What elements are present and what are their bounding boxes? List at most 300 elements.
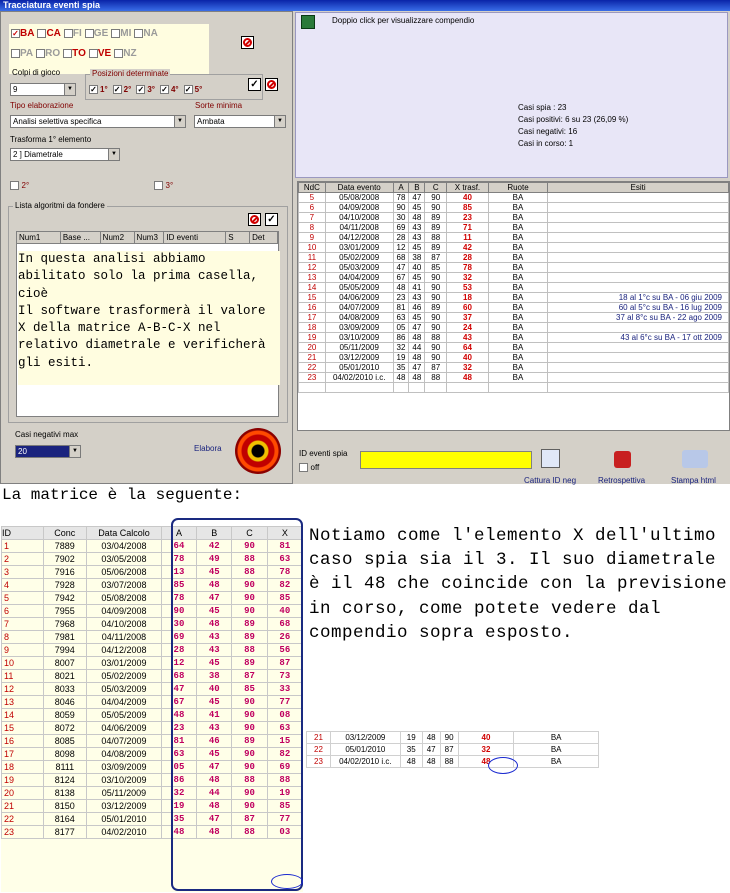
table-cell: 47 bbox=[393, 263, 409, 273]
table-cell: 90 bbox=[232, 748, 267, 761]
table-cell: BA bbox=[514, 732, 599, 744]
posizione-label: 2° bbox=[123, 85, 132, 94]
results-column-header[interactable]: Data evento bbox=[325, 183, 393, 193]
ruota-checkbox[interactable] bbox=[89, 49, 98, 58]
table-row[interactable] bbox=[299, 343, 729, 353]
table-cell: 21 bbox=[2, 800, 44, 813]
results-column-header[interactable]: NdC bbox=[299, 183, 326, 193]
table-cell: 8 bbox=[2, 631, 44, 644]
table-row[interactable] bbox=[299, 333, 729, 343]
table-row[interactable] bbox=[299, 313, 729, 323]
table-cell: 90 bbox=[393, 203, 409, 213]
stampa-button[interactable]: Stampa html bbox=[671, 476, 716, 485]
table-cell: 43 bbox=[197, 631, 232, 644]
table-cell: BA bbox=[488, 243, 547, 253]
table-cell: 32 bbox=[161, 787, 196, 800]
trasforma-value: 2 ] Diametrale bbox=[13, 150, 63, 159]
table-cell: 40 bbox=[197, 683, 232, 696]
table-cell: 90 bbox=[440, 732, 458, 744]
table-cell: 04/04/2009 bbox=[87, 696, 162, 709]
table-cell: 32 bbox=[447, 363, 489, 373]
table-cell: 04/10/2008 bbox=[87, 618, 162, 631]
lista-column-header[interactable]: ID eventi bbox=[164, 232, 226, 243]
table-cell: 90 bbox=[425, 203, 447, 213]
table-cell: 23 bbox=[307, 756, 331, 768]
edit-icon[interactable] bbox=[541, 449, 560, 468]
table-cell: 18 bbox=[447, 293, 489, 303]
ruota-checkbox[interactable] bbox=[111, 29, 120, 38]
table-cell: 8111 bbox=[43, 761, 87, 774]
colpi-value: 9 bbox=[13, 85, 18, 94]
posizioni-group bbox=[85, 69, 263, 100]
ruota-checkbox[interactable] bbox=[114, 49, 123, 58]
lista-header bbox=[17, 232, 278, 244]
table-cell: 56 bbox=[267, 644, 302, 657]
table-cell: 87 bbox=[232, 813, 267, 826]
table-row bbox=[299, 383, 729, 393]
table-cell: 8007 bbox=[43, 657, 87, 670]
table-cell: 04/07/2009 bbox=[87, 735, 162, 748]
matrix-column-header: A bbox=[161, 527, 196, 540]
table-cell bbox=[548, 223, 729, 233]
table-cell: 45 bbox=[197, 748, 232, 761]
table-cell: 81 bbox=[161, 735, 196, 748]
table-cell: 82 bbox=[267, 579, 302, 592]
confirm-list-button[interactable]: ✓ bbox=[265, 213, 278, 226]
ruota-checkbox[interactable] bbox=[64, 29, 73, 38]
table-cell bbox=[548, 343, 729, 353]
table-cell: 53 bbox=[447, 283, 489, 293]
table-cell: 48 bbox=[409, 333, 425, 343]
table-cell: BA bbox=[488, 303, 547, 313]
table-cell: BA bbox=[488, 193, 547, 203]
chevron-down-icon: ▼ bbox=[69, 446, 80, 457]
chevron-down-icon: ▼ bbox=[274, 116, 285, 127]
ruota-checkbox[interactable] bbox=[11, 49, 20, 58]
table-cell: 7889 bbox=[43, 540, 87, 553]
table-cell: 15 bbox=[2, 722, 44, 735]
option-2[interactable] bbox=[10, 180, 29, 190]
results-column-header[interactable]: C bbox=[425, 183, 447, 193]
table-cell: 60 bbox=[447, 303, 489, 313]
table-cell: 23 bbox=[299, 373, 326, 383]
table-row[interactable] bbox=[299, 293, 729, 303]
table-row[interactable] bbox=[299, 253, 729, 263]
sorte-label: Sorte minima bbox=[195, 101, 243, 110]
table-cell: 45 bbox=[197, 657, 232, 670]
table-row[interactable] bbox=[299, 203, 729, 213]
printer-icon[interactable] bbox=[682, 450, 708, 468]
checkbox[interactable] bbox=[10, 181, 19, 190]
table-cell: 48 bbox=[197, 800, 232, 813]
posizione-checkbox[interactable]: ✓ bbox=[184, 85, 192, 95]
table-cell: 9 bbox=[299, 233, 326, 243]
table-cell: 05/06/2008 bbox=[87, 566, 162, 579]
off-label: off bbox=[310, 463, 320, 472]
table-cell: BA bbox=[488, 233, 547, 243]
table-cell: 48 bbox=[197, 774, 232, 787]
table-cell: 78 bbox=[393, 193, 409, 203]
table-cell: 89 bbox=[232, 618, 267, 631]
table-cell bbox=[548, 273, 729, 283]
table-cell: 17 bbox=[299, 313, 326, 323]
table-cell: 69 bbox=[267, 761, 302, 774]
table-cell: 04/02/2010 i.c. bbox=[330, 756, 400, 768]
table-cell: 5 bbox=[299, 193, 326, 203]
table-cell: 7 bbox=[2, 618, 44, 631]
id-eventi-input[interactable] bbox=[360, 451, 532, 469]
posizione-checkbox[interactable]: ✓ bbox=[113, 85, 121, 95]
table-row[interactable] bbox=[299, 233, 729, 243]
table-row[interactable] bbox=[299, 323, 729, 333]
option-3[interactable] bbox=[154, 180, 173, 190]
table-cell: 3 bbox=[2, 566, 44, 579]
table-cell bbox=[548, 283, 729, 293]
table-cell: 8046 bbox=[43, 696, 87, 709]
table-row[interactable] bbox=[299, 303, 729, 313]
table-cell: 05/03/2009 bbox=[325, 263, 393, 273]
table-cell: 43 bbox=[447, 333, 489, 343]
table-cell: 87 bbox=[232, 670, 267, 683]
table-cell: 9 bbox=[2, 644, 44, 657]
lista-column-header[interactable]: Num3 bbox=[135, 232, 165, 243]
posizione-checkbox[interactable]: ✓ bbox=[137, 85, 145, 95]
option-2-label: 2° bbox=[21, 181, 30, 190]
table-cell: 44 bbox=[197, 787, 232, 800]
clear-ruote-icon[interactable] bbox=[241, 36, 254, 49]
table-cell: 90 bbox=[232, 540, 267, 553]
table-cell: 8072 bbox=[43, 722, 87, 735]
table-cell: 19 bbox=[400, 732, 422, 744]
matrix-column-header: Data Calcolo bbox=[87, 527, 162, 540]
table-cell: 12 bbox=[161, 657, 196, 670]
table-cell: 20 bbox=[2, 787, 44, 800]
table-cell: 23 bbox=[393, 293, 409, 303]
table-cell: 90 bbox=[232, 709, 267, 722]
table-cell: 7942 bbox=[43, 592, 87, 605]
table-cell: 03 bbox=[267, 826, 302, 839]
table-cell: 03/07/2008 bbox=[87, 579, 162, 592]
table-cell: 8150 bbox=[43, 800, 87, 813]
posizione-label: 3° bbox=[147, 85, 155, 94]
abcx-highlight bbox=[171, 518, 303, 891]
checkbox[interactable] bbox=[299, 463, 308, 472]
table-cell: 85 bbox=[267, 800, 302, 813]
table-cell: 23 bbox=[2, 826, 44, 839]
table-cell: 90 bbox=[232, 722, 267, 735]
lista-column-header[interactable]: Det bbox=[250, 232, 278, 243]
sorte-select[interactable] bbox=[194, 115, 286, 128]
table-cell: 6 bbox=[299, 203, 326, 213]
lista-column-header[interactable]: Num2 bbox=[101, 232, 135, 243]
table-cell: 8059 bbox=[43, 709, 87, 722]
table-cell: 63 bbox=[161, 748, 196, 761]
table-cell: 17 bbox=[2, 748, 44, 761]
table-cell: 7968 bbox=[43, 618, 87, 631]
table-cell: 88 bbox=[425, 333, 447, 343]
table-cell: BA bbox=[488, 273, 547, 283]
results-column-header[interactable]: A bbox=[393, 183, 409, 193]
table-cell: 48 bbox=[458, 756, 514, 768]
table-cell: 24 bbox=[447, 323, 489, 333]
table-cell: 85 bbox=[425, 263, 447, 273]
lista-column-header[interactable]: Num1 bbox=[17, 232, 61, 243]
table-cell: 14 bbox=[2, 709, 44, 722]
sorte-value: Ambata bbox=[197, 117, 225, 126]
table-cell: 38 bbox=[197, 670, 232, 683]
results-column-header[interactable]: B bbox=[409, 183, 425, 193]
ruota-checkbox[interactable] bbox=[63, 49, 72, 58]
tipo-label: Tipo elaborazione bbox=[10, 101, 74, 110]
ruota-checkbox[interactable] bbox=[85, 29, 94, 38]
matrix-column-header: X bbox=[267, 527, 302, 540]
table-cell: 88 bbox=[425, 233, 447, 243]
table-cell: 41 bbox=[409, 283, 425, 293]
table-cell: 04/10/2008 bbox=[325, 213, 393, 223]
trasforma-select[interactable] bbox=[10, 148, 120, 161]
table-cell: 88 bbox=[425, 373, 447, 383]
table-cell: 88 bbox=[232, 644, 267, 657]
table-cell: 47 bbox=[197, 813, 232, 826]
table-cell: 03/09/2009 bbox=[87, 761, 162, 774]
table-cell: 78 bbox=[161, 592, 196, 605]
table-cell: 90 bbox=[425, 313, 447, 323]
table-cell: 04/11/2008 bbox=[87, 631, 162, 644]
table-cell: 69 bbox=[161, 631, 196, 644]
table-row[interactable] bbox=[299, 373, 729, 383]
table-cell: 19 bbox=[267, 787, 302, 800]
table-row[interactable] bbox=[299, 193, 729, 203]
table-cell: 73 bbox=[267, 670, 302, 683]
table-row[interactable] bbox=[299, 273, 729, 283]
table-cell: 18 bbox=[2, 761, 44, 774]
casi-neg-label: Casi negativi max bbox=[15, 430, 79, 439]
table-cell: 67 bbox=[393, 273, 409, 283]
compendio-icon[interactable] bbox=[301, 15, 315, 29]
table-cell: 90 bbox=[425, 353, 447, 363]
table-row[interactable] bbox=[299, 213, 729, 223]
ruota-checkbox[interactable] bbox=[36, 49, 45, 58]
table-cell: 48 bbox=[393, 373, 409, 383]
table-cell: 23 bbox=[161, 722, 196, 735]
table-cell: 11 bbox=[447, 233, 489, 243]
settings-panel bbox=[0, 11, 293, 484]
table-cell: 04/11/2008 bbox=[325, 223, 393, 233]
ruota-checkbox[interactable]: ✓ bbox=[12, 29, 19, 39]
table-cell: 37 bbox=[447, 313, 489, 323]
table-cell: 05/03/2009 bbox=[87, 683, 162, 696]
excerpt-table bbox=[306, 731, 599, 769]
table-cell: 22 bbox=[299, 363, 326, 373]
table-cell: 8177 bbox=[43, 826, 87, 839]
table-cell: 42 bbox=[197, 540, 232, 553]
checkbox[interactable] bbox=[154, 181, 163, 190]
table-cell: 47 bbox=[197, 761, 232, 774]
explanation-note: In questa analisi abbiamo abilitato solo la prima casella, cioè Il software trasformerà il valore X della matrice A-B-C-X nel relativo diametrale e verificherà gli esiti. bbox=[18, 251, 280, 385]
table-cell: 05/01/2010 bbox=[87, 813, 162, 826]
table-cell: 48 bbox=[197, 826, 232, 839]
ruota-label: TO bbox=[72, 48, 86, 60]
table-cell: 43 bbox=[409, 293, 425, 303]
table-cell: 81 bbox=[393, 303, 409, 313]
table-cell: 8 bbox=[299, 223, 326, 233]
lista-column-header[interactable]: Base ... bbox=[61, 232, 101, 243]
table-cell: BA bbox=[488, 323, 547, 333]
table-cell: 32 bbox=[393, 343, 409, 353]
table-row bbox=[307, 732, 599, 744]
table-cell bbox=[548, 243, 729, 253]
table-cell: 47 bbox=[409, 363, 425, 373]
table-cell: 04/02/2010 i.c. bbox=[325, 373, 393, 383]
table-row[interactable] bbox=[299, 263, 729, 273]
table-cell: 04/04/2009 bbox=[325, 273, 393, 283]
table-cell: 04/08/2009 bbox=[325, 313, 393, 323]
off-toggle[interactable] bbox=[299, 462, 319, 472]
ruote-selector bbox=[9, 24, 209, 74]
table-cell: 35 bbox=[393, 363, 409, 373]
table-cell: 7955 bbox=[43, 605, 87, 618]
table-cell: 04/09/2008 bbox=[87, 605, 162, 618]
ruota-label: FI bbox=[72, 28, 82, 40]
table-row[interactable] bbox=[299, 353, 729, 363]
table-cell: BA bbox=[488, 223, 547, 233]
results-column-header[interactable]: X trasf. bbox=[447, 183, 489, 193]
table-cell: 46 bbox=[197, 735, 232, 748]
posizione-checkbox[interactable]: ✓ bbox=[161, 85, 168, 95]
table-cell: 03/12/2009 bbox=[325, 353, 393, 363]
table-cell: 1 bbox=[2, 540, 44, 553]
ruota-checkbox[interactable] bbox=[37, 29, 46, 38]
clear-list-icon[interactable] bbox=[248, 213, 261, 226]
ruota-checkbox[interactable] bbox=[134, 29, 143, 38]
table-cell bbox=[548, 363, 729, 373]
tipo-select[interactable] bbox=[10, 115, 186, 128]
table-cell: 43 bbox=[197, 722, 232, 735]
results-column-header[interactable]: Ruote bbox=[488, 183, 547, 193]
table-cell: 43 al 6°c su BA - 17 ott 2009 bbox=[548, 333, 729, 343]
table-cell: 37 al 8°c su BA - 22 ago 2009 bbox=[548, 313, 729, 323]
retrospettiva-icon[interactable] bbox=[614, 451, 631, 468]
table-cell: 78 bbox=[267, 566, 302, 579]
table-cell: 22 bbox=[307, 744, 331, 756]
table-cell: 03/05/2008 bbox=[87, 553, 162, 566]
table-cell: 88 bbox=[440, 756, 458, 768]
table-cell: 48 bbox=[409, 353, 425, 363]
table-cell bbox=[548, 263, 729, 273]
table-cell: 03/12/2009 bbox=[87, 800, 162, 813]
table-cell: 90 bbox=[425, 273, 447, 283]
table-cell: 64 bbox=[161, 540, 196, 553]
table-cell: 86 bbox=[161, 774, 196, 787]
table-cell: 26 bbox=[267, 631, 302, 644]
table-cell: 8124 bbox=[43, 774, 87, 787]
table-cell: 48 bbox=[422, 732, 440, 744]
table-cell: 63 bbox=[393, 313, 409, 323]
table-cell: 90 bbox=[232, 761, 267, 774]
table-cell: 32 bbox=[458, 744, 514, 756]
table-cell: 89 bbox=[425, 303, 447, 313]
table-cell: BA bbox=[514, 756, 599, 768]
colpi-select[interactable] bbox=[10, 83, 76, 96]
table-cell bbox=[409, 383, 425, 393]
table-cell: BA bbox=[488, 253, 547, 263]
table-cell: 18 bbox=[299, 323, 326, 333]
table-cell: 47 bbox=[161, 683, 196, 696]
table-cell: 90 bbox=[425, 323, 447, 333]
table-cell: 14 bbox=[299, 283, 326, 293]
lista-label: Lista algoritmi da fondere bbox=[15, 201, 105, 210]
ruote-row bbox=[11, 48, 140, 59]
table-cell: 40 bbox=[447, 353, 489, 363]
casi-neg-select[interactable] bbox=[15, 445, 81, 458]
table-cell: 35 bbox=[400, 744, 422, 756]
table-cell: 67 bbox=[161, 696, 196, 709]
table-cell: 82 bbox=[267, 748, 302, 761]
table-cell: 19 bbox=[161, 800, 196, 813]
table-cell: 10 bbox=[299, 243, 326, 253]
table-cell: 7902 bbox=[43, 553, 87, 566]
table-cell: 05/02/2009 bbox=[87, 670, 162, 683]
cattura-button[interactable]: Cattura ID neg bbox=[524, 476, 577, 485]
table-cell: BA bbox=[488, 213, 547, 223]
table-cell bbox=[548, 253, 729, 263]
table-cell: 48 bbox=[161, 709, 196, 722]
table-cell: 90 bbox=[232, 605, 267, 618]
table-cell: 71 bbox=[447, 223, 489, 233]
table-cell: 89 bbox=[425, 243, 447, 253]
table-cell: BA bbox=[488, 283, 547, 293]
table-cell: 90 bbox=[425, 343, 447, 353]
table-cell: 16 bbox=[2, 735, 44, 748]
table-cell: 47 bbox=[409, 323, 425, 333]
results-column-header[interactable]: Esiti bbox=[548, 183, 729, 193]
table-cell: 48 bbox=[393, 283, 409, 293]
lista-column-header[interactable]: S bbox=[226, 232, 250, 243]
table-cell: 90 bbox=[425, 193, 447, 203]
select-all-button[interactable]: ✓ bbox=[248, 78, 261, 91]
table-cell: 40 bbox=[267, 605, 302, 618]
deselect-all-icon[interactable] bbox=[265, 78, 278, 91]
table-cell: 22 bbox=[2, 813, 44, 826]
table-cell: 45 bbox=[409, 243, 425, 253]
table-row[interactable] bbox=[299, 363, 729, 373]
table-row[interactable] bbox=[299, 223, 729, 233]
table-cell: 48 bbox=[400, 756, 422, 768]
table-row[interactable] bbox=[299, 283, 729, 293]
table-cell: 81 bbox=[267, 540, 302, 553]
table-cell: 05/05/2009 bbox=[325, 283, 393, 293]
table-cell bbox=[299, 383, 326, 393]
retrospettiva-button[interactable]: Retrospettiva bbox=[598, 476, 646, 485]
table-cell: 77 bbox=[267, 696, 302, 709]
table-cell: 8098 bbox=[43, 748, 87, 761]
table-cell: 45 bbox=[197, 566, 232, 579]
table-cell: 40 bbox=[409, 263, 425, 273]
id-eventi-label: ID eventi spia bbox=[299, 449, 348, 458]
results-grid bbox=[297, 181, 730, 431]
table-cell: 43 bbox=[409, 233, 425, 243]
colpi-label: Colpi di gioco bbox=[12, 68, 61, 77]
posizione-checkbox[interactable]: ✓ bbox=[90, 85, 97, 95]
table-cell: 4 bbox=[2, 579, 44, 592]
table-row[interactable] bbox=[299, 243, 729, 253]
table-cell: 05/11/2009 bbox=[87, 787, 162, 800]
elabora-button[interactable] bbox=[235, 428, 281, 474]
table-cell: 60 al 5°c su BA - 16 lug 2009 bbox=[548, 303, 729, 313]
table-cell bbox=[548, 353, 729, 363]
table-cell bbox=[393, 383, 409, 393]
table-cell: 21 bbox=[307, 732, 331, 744]
